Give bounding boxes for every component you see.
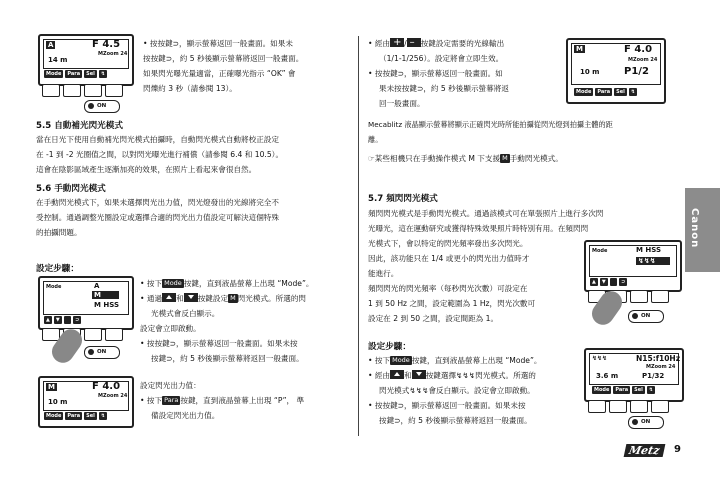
hardware-button <box>651 400 669 413</box>
text-line: 果未按按鍵⊃，約 5 秒後顯示螢幕將返 <box>379 84 509 93</box>
text: • 經由 <box>368 371 391 380</box>
steps-output-setting <box>368 36 509 111</box>
hardware-button <box>609 400 627 413</box>
softkey-mode: Mode <box>46 413 62 419</box>
softkey-para: Para <box>67 413 81 419</box>
lcd-illustration-manual <box>38 376 134 428</box>
para-mecablitz <box>368 117 613 147</box>
text-line: 設定會立即啟動。 <box>140 324 201 333</box>
steps-power-output <box>140 378 304 423</box>
text: 和 <box>176 294 184 303</box>
softkey-mode: Mode <box>594 387 610 393</box>
text-line: • 按按鍵⊃，顯示螢幕返回一般畫面。如果未按 <box>368 401 526 410</box>
softkey-para: Para <box>615 387 629 393</box>
lcd-distance: 10 m <box>580 68 600 76</box>
lcd-strobo-frequency: N15:f10Hz <box>636 354 681 363</box>
text: 和 <box>404 371 412 380</box>
text: 按鍵選擇↯↯↯閃光模式。所選的 <box>425 371 536 380</box>
mode-key-icon: Mode <box>392 356 410 364</box>
text-line: 在 -1 到 -2 光圈值之間，以對閃光曝光進行補償（請參閱 6.4 和 10.5）。 <box>36 150 284 159</box>
softkey-flash: ↯ <box>648 387 654 393</box>
lcd-illustration-strobo <box>584 348 684 402</box>
lcd-mode-indicator: ↯↯↯ <box>592 355 608 362</box>
lcd-power-output: P1/2 <box>624 66 649 77</box>
text-line: 能進行。 <box>368 269 399 278</box>
hardware-button <box>63 84 81 97</box>
on-button <box>628 310 664 323</box>
setup-steps-label: 設定步驟： <box>368 342 411 352</box>
step-1 <box>140 276 314 291</box>
lcd-aperture: F 4.0 <box>624 44 653 55</box>
text-line: Mecablitz 液晶顯示螢幕將顯示正確閃光時所能拍攝從閃光燈到拍攝主體的距 <box>368 120 613 129</box>
power-icon <box>632 419 638 425</box>
softkey-mode: Mode <box>576 89 592 95</box>
hardware-button <box>105 328 123 341</box>
text-line: • 按按鍵⊃，顯示螢幕返回一般畫面。如果未按 <box>140 339 298 348</box>
lcd-screen <box>589 245 677 277</box>
softkey-mode: Mode <box>46 71 62 77</box>
down-key-icon <box>412 370 426 379</box>
softkey-sel: Sel <box>616 89 625 95</box>
softkey-para: Para <box>67 71 81 77</box>
lcd-arrow-keys <box>44 316 81 324</box>
power-icon <box>88 349 94 355</box>
text-line: 如果閃光曝光量適當，正確曝光指示 “OK” 會 <box>143 69 296 78</box>
metz-logo: Metz <box>624 444 665 457</box>
softkey-para: Para <box>597 89 611 95</box>
text-line: 受控制。通過調整光圈設定或選擇合適的閃光出力值設定可解決這個特殊 <box>36 213 279 222</box>
on-label: ON <box>97 349 107 355</box>
lcd-zoom: MZoom 24 <box>628 57 658 63</box>
lcd-illustration-power <box>566 38 666 104</box>
heading-5-7: 5.7 頻閃閃光模式 <box>368 194 438 204</box>
text-line: （1/1-1/256）。設定將會立即生效。 <box>379 54 504 63</box>
heading-5-6: 5.6 手動閃光模式 <box>36 184 106 194</box>
text-line: 按鍵⊃，約 5 秒後顯示螢幕將返回一般畫面。 <box>379 416 532 425</box>
lcd-illustration-mode-menu <box>38 276 134 330</box>
text: 手動閃光模式。 <box>509 154 563 163</box>
para-fill-in <box>36 132 283 177</box>
softkey-flash: ↯ <box>100 71 106 77</box>
lcd-aperture: F 4.5 <box>92 39 121 50</box>
step-1 <box>368 353 542 368</box>
step-2 <box>368 368 542 383</box>
lcd-menu-title: Mode <box>592 248 608 254</box>
lcd-mode-indicator: M <box>576 45 583 53</box>
lcd-softkeys <box>574 88 637 96</box>
lcd-mode-indicator: A <box>48 41 54 49</box>
minus-key-icon <box>407 38 421 47</box>
hardware-button <box>588 400 606 413</box>
lcd-illustration-auto <box>38 34 134 86</box>
hardware-button <box>84 84 102 97</box>
lcd-zoom: MZoom 24 <box>646 364 676 370</box>
on-button <box>628 416 664 429</box>
text-line: 這會在陰影區域產生逐漸加亮的效果，在照片上看起來會很自然。 <box>36 165 257 174</box>
column-divider <box>358 36 359 436</box>
text: • 按下 <box>140 279 163 288</box>
m-mode-icon: M <box>230 294 236 302</box>
hardware-button <box>42 84 60 97</box>
hardware-button <box>84 328 102 341</box>
text: • 通過 <box>140 294 163 303</box>
softkey-sel: Sel <box>86 413 95 419</box>
lcd-zoom: MZoom 24 <box>98 51 128 57</box>
text-line: 光模式下，會以特定的閃光頻率發出多次閃光。 <box>368 239 528 248</box>
softkey-sel: Sel <box>634 387 643 393</box>
on-label: ON <box>641 419 651 425</box>
text-line: 按鍵⊃，約 5 秒後顯示螢幕將返回一般畫面。 <box>151 354 304 363</box>
lcd-menu-item-mhss: M HSS <box>94 301 120 309</box>
hardware-button <box>630 290 648 303</box>
up-key-icon <box>162 293 176 302</box>
lcd-mode-indicator: M <box>48 383 55 391</box>
para-key-icon: Para <box>164 396 179 404</box>
text-line: 設定在 2 到 50 之間，設定間距為 1。 <box>368 314 499 323</box>
lcd-distance: 10 m <box>48 398 68 406</box>
side-tab-label: Canon <box>689 208 700 249</box>
down-arrow-icon: ▼ <box>55 317 60 323</box>
lcd-aperture: F 4.0 <box>92 381 121 392</box>
set-key-icon <box>610 278 617 286</box>
heading-5-5: 5.5 自動補光閃光模式 <box>36 121 123 131</box>
hardware-buttons <box>42 328 123 341</box>
text: 按鍵設定 <box>197 294 229 303</box>
text: 按鍵設定需要的光線輸出 <box>420 39 505 48</box>
hardware-buttons <box>42 84 123 97</box>
text-line: 光模式會反白顯示。 <box>151 309 220 318</box>
lcd-menu-item-strobo: ↯↯↯ <box>636 257 670 265</box>
step-1 <box>140 393 304 408</box>
text-line: 的拍攝問題。 <box>36 228 82 237</box>
steps-manual <box>140 276 314 366</box>
para-exposure-ok <box>143 36 303 96</box>
text-line: 閃光模式↯↯↯會反白顯示。設定會立即啟動。 <box>379 386 535 395</box>
lcd-screen <box>571 43 661 85</box>
text-line: • 按按鍵⊃，顯示螢幕返回一般畫面。如 <box>368 69 503 78</box>
text: ☞某些相機只在手動操作模式 M 下支援 <box>368 154 501 163</box>
set-key-icon <box>64 316 71 324</box>
text-line: 頻閃閃光的閃光頻率（每秒閃光次數）可設定在 <box>368 284 528 293</box>
page-number: 9 <box>674 444 681 455</box>
hardware-buttons <box>588 400 669 413</box>
lcd-arrow-keys <box>590 278 627 286</box>
on-label: ON <box>97 103 107 109</box>
down-key-icon <box>184 293 198 302</box>
hardware-button <box>105 84 123 97</box>
text: • 按下 <box>368 356 391 365</box>
on-label: ON <box>641 313 651 319</box>
power-icon <box>88 103 94 109</box>
text-line: 在手動閃光模式下，如果未選擇閃光出力值，閃光燈發出的光線將完全不 <box>36 198 279 207</box>
lcd-power-output: P1/32 <box>642 372 665 380</box>
lcd-menu-item-a: A <box>94 282 100 290</box>
text: 按鍵，直到液晶螢幕上出現 “Mode”。 <box>411 356 542 365</box>
up-arrow-icon: ▲ <box>46 317 50 323</box>
note-camera-support <box>368 151 563 166</box>
step-1 <box>368 36 509 51</box>
text-line: • 按按鍵⊃，顯示螢幕返回一般畫面。如果未 <box>143 39 293 48</box>
lcd-illustration-strobo-menu <box>584 240 682 292</box>
lcd-screen <box>43 281 129 315</box>
lcd-distance: 3.6 m <box>596 372 619 380</box>
text: / <box>404 39 407 48</box>
para-manual <box>36 195 279 240</box>
return-icon: ⊃ <box>621 279 626 285</box>
lcd-softkeys <box>592 386 655 394</box>
mode-key-icon: Mode <box>164 279 182 287</box>
on-button <box>84 100 120 113</box>
lcd-screen <box>43 39 129 69</box>
text: • 經由 <box>368 39 391 48</box>
para-stroboscopic <box>368 206 603 326</box>
down-arrow-icon: ▼ <box>601 279 606 285</box>
up-arrow-icon: ▲ <box>592 279 596 285</box>
power-icon <box>632 313 638 319</box>
return-icon: ⊃ <box>75 317 80 323</box>
lcd-zoom: MZoom 24 <box>98 393 128 399</box>
lcd-distance: 14 m <box>48 56 68 64</box>
softkey-sel: Sel <box>86 71 95 77</box>
text-line: 光曝光，這在運動研究或獲得特殊效果照片時特別有用。在頻閃閃 <box>368 224 589 233</box>
m-mode-icon: M <box>502 154 508 162</box>
on-button <box>84 346 120 359</box>
setup-steps-label: 設定步驟： <box>36 264 79 274</box>
hardware-button <box>630 400 648 413</box>
text-line: 備設定閃光出力值。 <box>151 411 220 420</box>
text-line: 離。 <box>368 135 383 144</box>
text: 按鍵，直到液晶螢幕上出現 “Mode”。 <box>183 279 314 288</box>
lcd-softkeys <box>44 412 107 420</box>
text-line: 設定閃光出力值： <box>140 381 201 390</box>
text: 按鍵，直到液晶螢幕上出現 “P”， 準 <box>180 396 305 405</box>
lcd-screen <box>589 353 679 385</box>
lcd-menu-title: Mode <box>46 284 62 290</box>
plus-key-icon <box>390 38 404 47</box>
text-line: 回一般畫面。 <box>379 99 425 108</box>
lcd-screen <box>43 381 129 411</box>
up-key-icon <box>390 370 404 379</box>
text-line: 頻閃閃光模式是手動閃光模式。通過該模式可在單張照片上進行多次閃 <box>368 209 604 218</box>
text: 閃光模式。所選的閃 <box>237 294 307 303</box>
text: • 按下 <box>140 396 163 405</box>
steps-strobo <box>368 353 542 428</box>
text-line: 因此，該功能只在 1/4 或更小的閃光出力值時才 <box>368 254 530 263</box>
text-line: 閃爍約 3 秒（請參閱 13）。 <box>143 84 237 93</box>
lcd-softkeys <box>44 70 107 78</box>
softkey-flash: ↯ <box>630 89 636 95</box>
lcd-menu-item-mhss: M HSS <box>636 246 662 254</box>
side-tab-canon <box>685 188 720 272</box>
step-2 <box>140 291 314 306</box>
text-line: 1 到 50 Hz 之間，設定範圍為 1 Hz，閃光次數可 <box>368 299 536 308</box>
lcd-menu-item-m: M <box>92 291 119 299</box>
softkey-flash: ↯ <box>100 413 106 419</box>
text-line: 按按鍵⊃，約 5 秒後顯示螢幕將返回一般畫面。 <box>143 54 304 63</box>
text-line: 當在日光下使用自動補光閃光模式拍攝時，自動閃光模式自動將校正設定 <box>36 135 279 144</box>
hardware-button <box>651 290 669 303</box>
